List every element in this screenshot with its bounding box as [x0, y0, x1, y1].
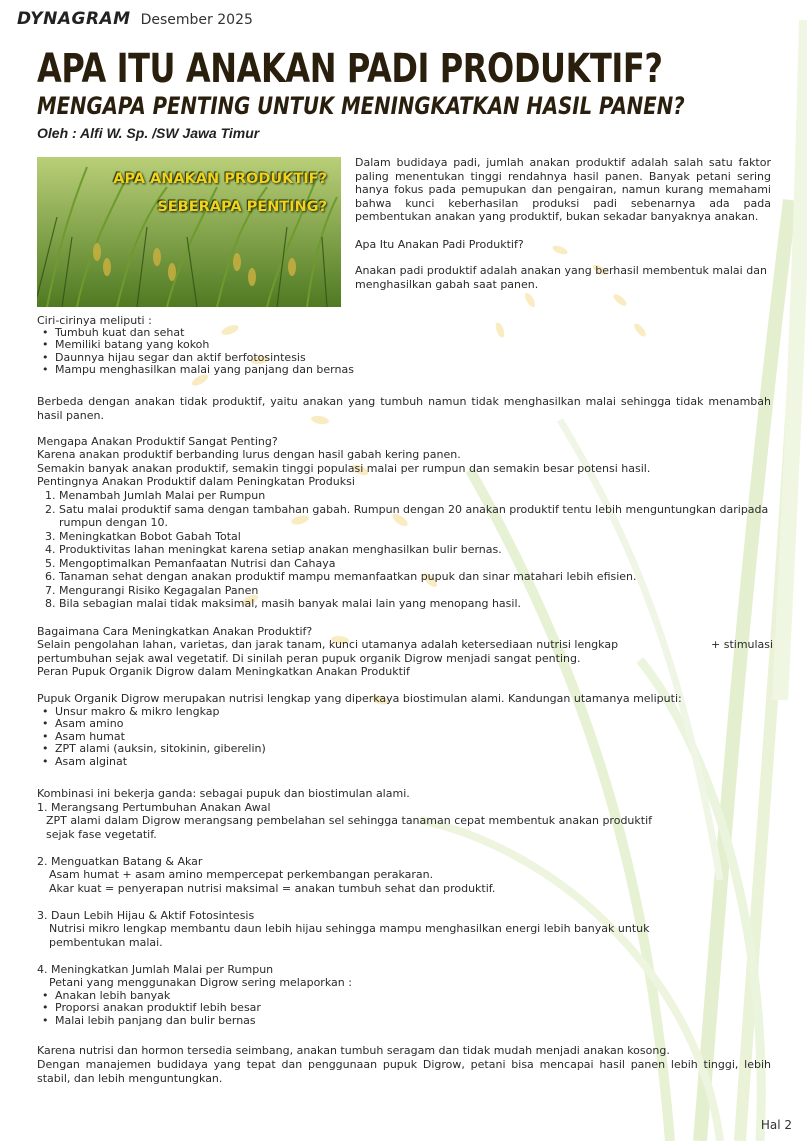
intro-paragraph: Dalam budidaya padi, jumlah anakan produktif adalah salah satu faktor paling menentukan tinggi rendahnya hasil panen. Banyak petani sering hanya fokus pada pemupukan dan pengairan, namun kurang memahami bahwa kunci keberhasilan produksi padi sebenarnya ada pada pembentukan anakan yang produktif, bukan sekadar banyaknya anakan.	[355, 156, 771, 223]
article-title: APA ITU ANAKAN PADI PRODUKTIF?	[37, 46, 663, 92]
list-item: 2. Satu malai produktif sama dengan tambahan gabah. Rumpun dengan 20 anakan produktif tentu lebih menguntungkan daripada rumpun dengan 10.	[45, 502, 769, 529]
combo-step-1-line-1: ZPT alami dalam Digrow merangsang pembelahan sel sehingga tanaman cepat membentuk anakan produktif	[46, 814, 653, 827]
combo-step-2-line-1: Asam humat + asam amino mempercepat perkembangan perakaran.	[49, 868, 434, 881]
list-item: • Daunnya hijau segar dan aktif berfotosintesis	[55, 352, 354, 364]
contrast-paragraph: Berbeda dengan anakan tidak produktif, yaitu anakan yang tumbuh namun tidak menghasilkan malai sehingga tidak menambah hasil panen.	[37, 395, 771, 422]
brand-name: DYNAGRAM	[17, 9, 131, 29]
combo-step-2-line-2: Akar kuat = penyerapan nutrisi maksimal = anakan tumbuh sehat dan produktif.	[49, 882, 496, 895]
combo-step-2-title: 2. Menguatkan Batang & Akar	[37, 855, 203, 868]
importance-line-1: Karena anakan produktif berbanding lurus dengan hasil gabah kering panen.	[37, 448, 461, 461]
hero-image	[37, 157, 341, 307]
list-item: 3. Meningkatkan Bobot Gabah Total	[45, 529, 241, 543]
list-item: 7. Mengurangi Risiko Kegagalan Panen	[45, 583, 259, 597]
how-line-3: Peran Pupuk Organik Digrow dalam Meningkatkan Anakan Produktif	[37, 665, 410, 678]
list-item: • ZPT alami (auksin, sitokinin, giberelin)	[55, 743, 266, 755]
list-item: 4. Produktivitas lahan meningkat karena setiap anakan menghasilkan bulir bernas.	[45, 543, 502, 556]
combo-step-3-title: 3. Daun Lebih Hijau & Aktif Fotosintesis	[37, 909, 255, 922]
list-item: • Unsur makro & mikro lengkap	[55, 706, 266, 718]
list-item: • Proporsi anakan produktif lebih besar	[55, 1002, 261, 1014]
list-item: • Asam humat	[55, 731, 266, 743]
list-item: 6. Tanaman sehat dengan anakan produktif mampu memanfaatkan pupuk dan sinar matahari lebih efisien.	[45, 570, 637, 583]
digrow-intro: Pupuk Organik Digrow merupakan nutrisi lengkap yang diperkaya biostimulan alami. Kandungan utamanya meliputi:	[37, 692, 682, 705]
combo-step-1-title: 1. Merangsang Pertumbuhan Anakan Awal	[37, 801, 271, 814]
intro-question: Apa Itu Anakan Padi Produktif?	[355, 238, 524, 251]
combo-step-3-line-1: Nutrisi mikro lengkap membantu daun lebih hijau sehingga mampu menghasilkan energi lebih banyak untuk	[49, 922, 650, 935]
how-line-2: pertumbuhan sejak awal vegetatif. Di sinilah peran pupuk organik Digrow menjadi sangat penting.	[37, 652, 581, 665]
list-item: • Mampu menghasilkan malai yang panjang dan bernas	[55, 364, 354, 376]
how-line-1: Selain pengolahan lahan, varietas, dan jarak tanam, kunci utamanya adalah ketersediaan nutrisi lengkap	[37, 638, 619, 651]
combo-step-3-line-2: pembentukan malai.	[49, 936, 163, 949]
importance-line-2: Semakin banyak anakan produktif, semakin tinggi populasi malai per rumpun dan semakin besar potensi hasil.	[37, 462, 651, 475]
article-subtitle: MENGAPA PENTING UNTUK MENINGKATKAN HASIL PANEN?	[37, 92, 685, 120]
article-author: Oleh : Alfi W. Sp. /SW Jawa Timur	[37, 125, 260, 141]
list-item: 8. Bila sebagian malai tidak maksimal, masih banyak malai lain yang menopang hasil.	[45, 597, 522, 610]
list-item: 5. Mengoptimalkan Pemanfaatan Nutrisi dan Cahaya	[45, 556, 336, 570]
closing-line-2: Dengan manajemen budidaya yang tepat dan penggunaan pupuk Digrow, petani bisa mencapai hasil panen lebih tinggi, lebih stabil, dan lebih menguntungkan.	[37, 1058, 771, 1085]
issue-date: Desember 2025	[140, 12, 253, 28]
closing-line-1: Karena nutrisi dan hormon tersedia seimbang, anakan tumbuh seragam dan tidak mudah menjadi anakan kosong.	[37, 1044, 670, 1057]
intro-definition: Anakan padi produktif adalah anakan yang berhasil membentuk malai dan menghasilkan gabah saat panen.	[355, 264, 767, 291]
page-number: Hal 2	[760, 1118, 792, 1132]
combo-step-4-list	[37, 990, 261, 1027]
how-heading: Bagaimana Cara Meningkatkan Anakan Produktif?	[37, 625, 313, 638]
how-line-1-tail: + stimulasi	[711, 638, 774, 651]
combo-step-1-line-2: sejak fase vegetatif.	[46, 828, 157, 841]
hero-caption-1: APA ANAKAN PRODUKTIF?	[113, 171, 327, 187]
masthead	[17, 9, 253, 29]
list-item: • Malai lebih panjang dan bulir bernas	[55, 1015, 261, 1027]
combo-intro: Kombinasi ini bekerja ganda: sebagai pupuk dan biostimulan alami.	[37, 787, 410, 800]
list-item: • Asam alginat	[55, 756, 266, 768]
hero-caption-2: SEBERAPA PENTING?	[157, 199, 327, 215]
list-item: 1. Menambah Jumlah Malai per Rumpun	[45, 489, 266, 502]
combo-step-4-title: 4. Meningkatkan Jumlah Malai per Rumpun	[37, 963, 274, 976]
ciri-heading: Ciri-cirinya meliputi :	[37, 314, 152, 327]
list-item: • Anakan lebih banyak	[55, 990, 261, 1002]
list-item: • Tumbuh kuat dan sehat	[55, 327, 354, 339]
list-item: • Memiliki batang yang kokoh	[55, 339, 354, 351]
list-item: • Asam amino	[55, 718, 266, 730]
combo-step-4-line-1: Petani yang menggunakan Digrow sering melaporkan :	[49, 976, 352, 989]
importance-heading: Mengapa Anakan Produktif Sangat Penting?	[37, 435, 278, 448]
ciri-list	[37, 327, 354, 377]
digrow-ingredients	[37, 706, 266, 768]
importance-subheading: Pentingnya Anakan Produktif dalam Peningkatan Produksi	[37, 475, 355, 488]
importance-list	[37, 489, 771, 611]
